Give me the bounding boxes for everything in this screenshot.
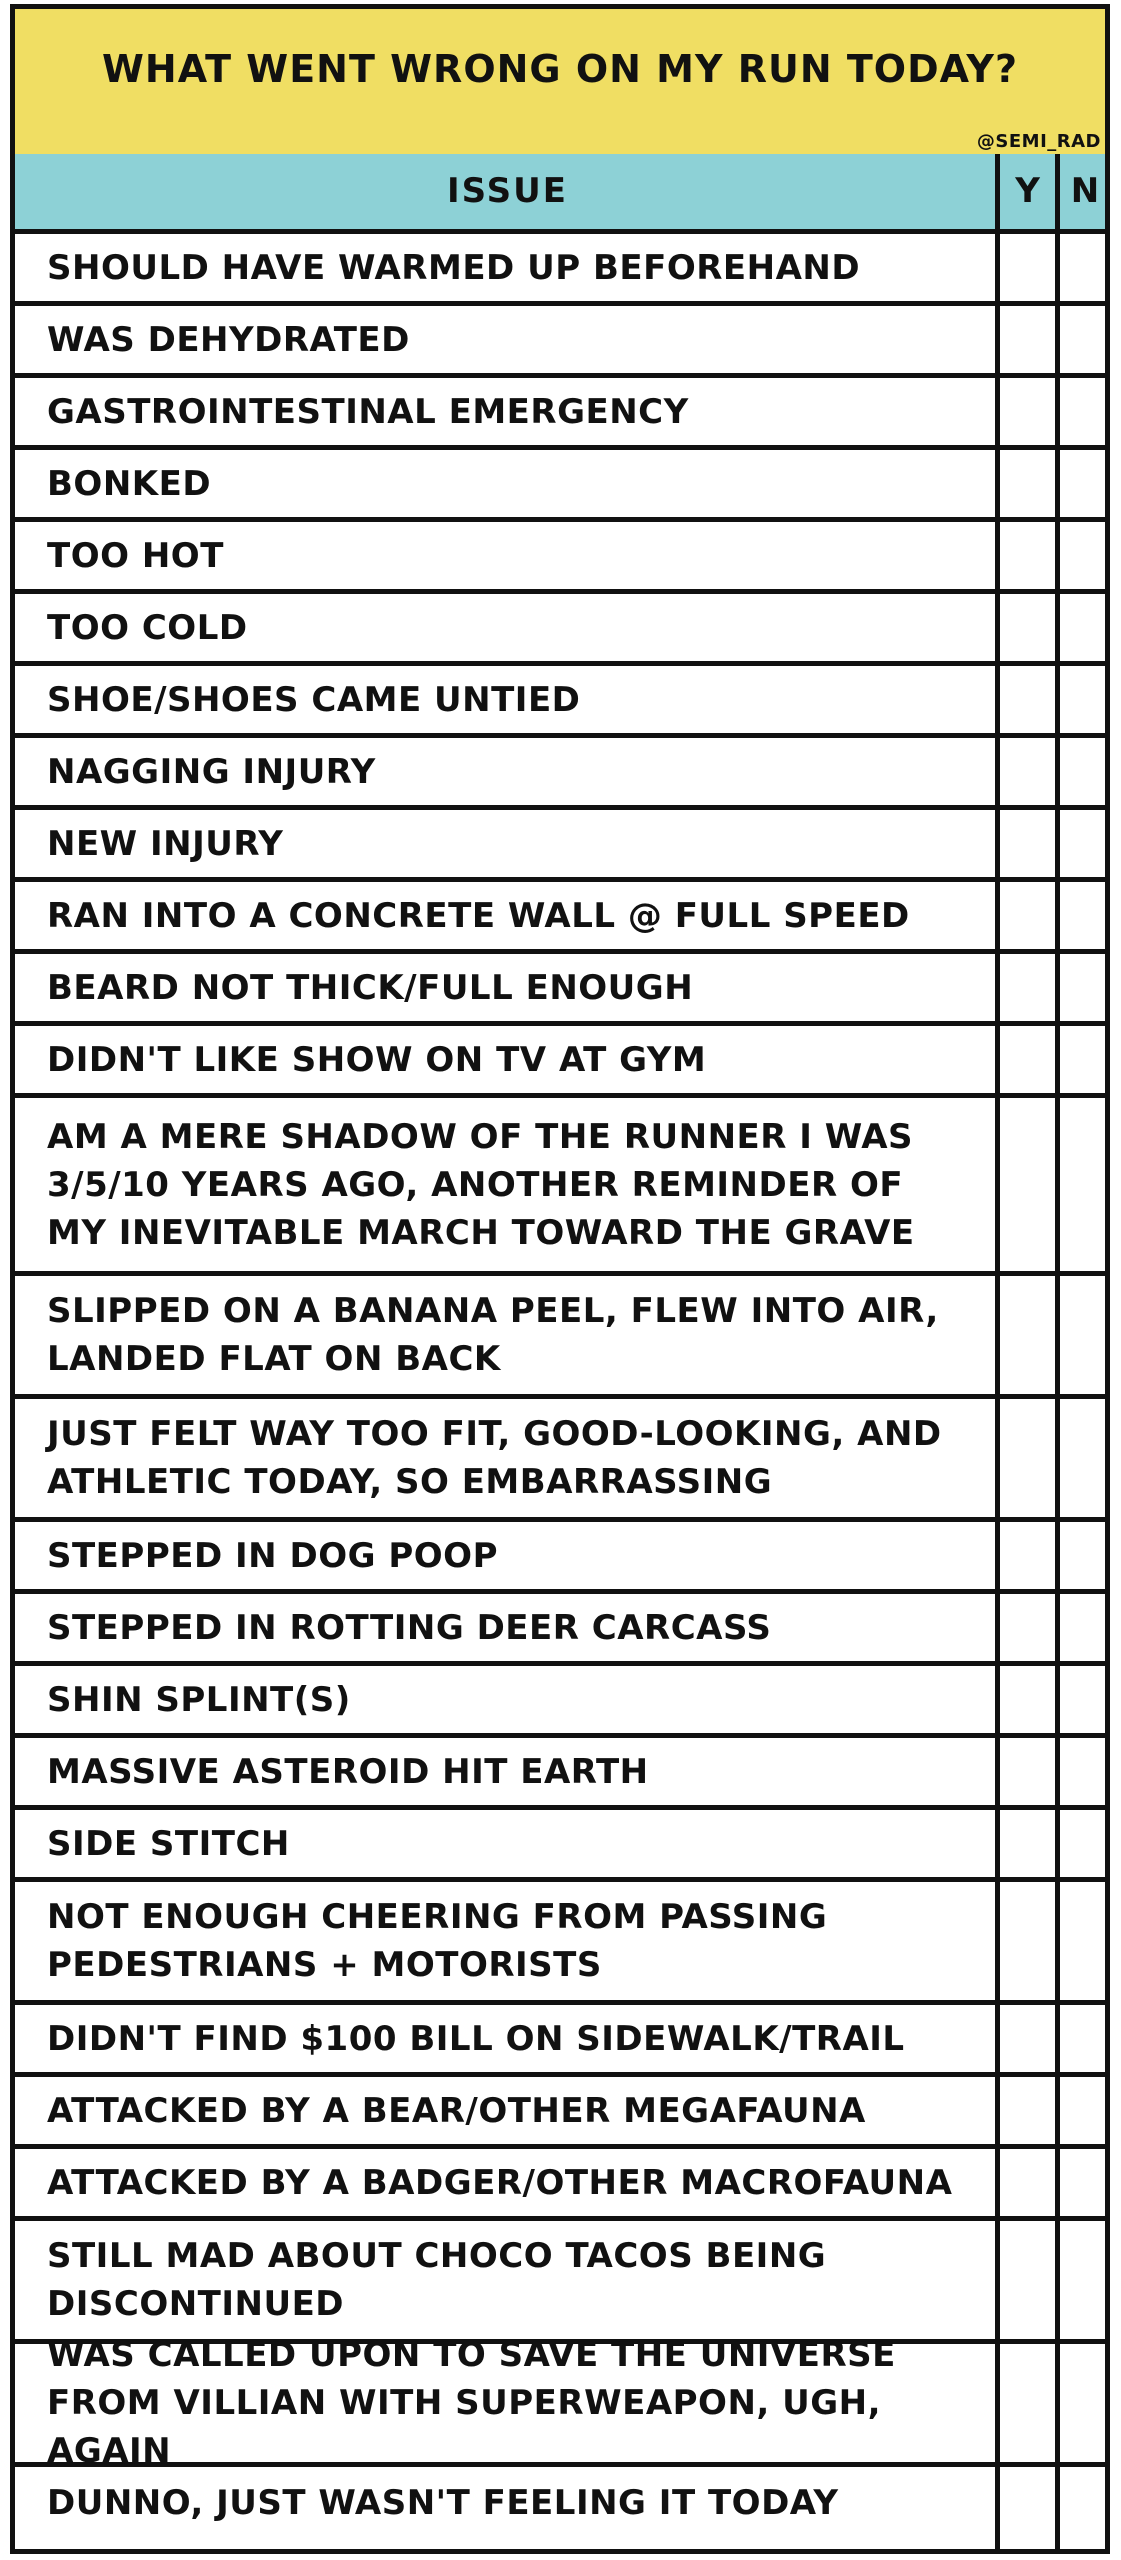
yes-checkbox[interactable]	[1000, 1098, 1055, 1271]
table-row	[15, 2149, 1105, 2221]
table-row	[15, 1098, 1105, 1276]
yes-checkbox[interactable]	[1000, 378, 1055, 445]
yes-checkbox[interactable]	[1000, 882, 1055, 949]
no-checkbox[interactable]	[1060, 522, 1110, 589]
issue-text: STEPPED IN DOG POOP	[47, 1535, 498, 1576]
yes-checkbox[interactable]	[1000, 2149, 1055, 2216]
no-checkbox[interactable]	[1060, 882, 1110, 949]
issue-text: STEPPED IN ROTTING DEER CARCASS	[47, 1607, 772, 1648]
issue-text: SHOULD HAVE WARMED UP BEFOREHAND	[47, 247, 861, 288]
issue-text: WAS DEHYDRATED	[47, 319, 410, 360]
table-row	[15, 450, 1105, 522]
no-checkbox[interactable]	[1060, 234, 1110, 301]
no-checkbox[interactable]	[1060, 1594, 1110, 1661]
table-row	[15, 2467, 1105, 2539]
issue-text: DIDN'T FIND $100 BILL ON SIDEWALK/TRAIL	[47, 2018, 905, 2059]
issue-text: DIDN'T LIKE SHOW ON TV AT GYM	[47, 1039, 707, 1080]
table-row	[15, 306, 1105, 378]
issue-text: GASTROINTESTINAL EMERGENCY	[47, 391, 689, 432]
issue-text: AM A MERE SHADOW OF THE RUNNER I WAS 3/5/10 YEARS AGO, ANOTHER REMINDER OF MY INEVITABLE MARCH TOWARD THE GRAVE	[47, 1116, 915, 1253]
table-row	[15, 1594, 1105, 1666]
no-checkbox[interactable]	[1060, 738, 1110, 805]
issue-text: TOO HOT	[47, 535, 224, 576]
yes-checkbox[interactable]	[1000, 2221, 1055, 2339]
checklist-sheet	[10, 4, 1110, 2554]
yes-checkbox[interactable]	[1000, 1026, 1055, 1093]
issue-text: SHIN SPLINT(S)	[47, 1679, 351, 1720]
table-row	[15, 810, 1105, 882]
table-row	[15, 1738, 1105, 1810]
no-checkbox[interactable]	[1060, 2344, 1110, 2462]
table-row	[15, 2005, 1105, 2077]
yes-checkbox[interactable]	[1000, 1522, 1055, 1589]
yes-checkbox[interactable]	[1000, 738, 1055, 805]
issue-text: NOT ENOUGH CHEERING FROM PASSING PEDESTRIANS + MOTORISTS	[47, 1897, 828, 1985]
yes-checkbox[interactable]	[1000, 954, 1055, 1021]
no-checkbox[interactable]	[1060, 666, 1110, 733]
issue-text: JUST FELT WAY TOO FIT, GOOD-LOOKING, AND ATHLETIC TODAY, SO EMBARRASSING	[47, 1414, 942, 1502]
issue-text: MASSIVE ASTEROID HIT EARTH	[47, 1751, 649, 1792]
issue-text: BONKED	[47, 463, 212, 504]
issue-text: TOO COLD	[47, 607, 248, 648]
table-header	[15, 154, 1105, 234]
yes-checkbox[interactable]	[1000, 234, 1055, 301]
table-row	[15, 666, 1105, 738]
table-row	[15, 378, 1105, 450]
table-row	[15, 882, 1105, 954]
table-row	[15, 954, 1105, 1026]
issue-text: RAN INTO A CONCRETE WALL @ FULL SPEED	[47, 895, 910, 936]
no-checkbox[interactable]	[1060, 1276, 1110, 1394]
yes-checkbox[interactable]	[1000, 666, 1055, 733]
no-checkbox[interactable]	[1060, 1738, 1110, 1805]
yes-checkbox[interactable]	[1000, 1882, 1055, 2000]
yes-checkbox[interactable]	[1000, 594, 1055, 661]
title-bar	[15, 9, 1105, 159]
no-checkbox[interactable]	[1060, 594, 1110, 661]
no-checkbox[interactable]	[1060, 2005, 1110, 2072]
no-checkbox[interactable]	[1060, 2467, 1110, 2539]
no-checkbox[interactable]	[1060, 1810, 1110, 1877]
table-row	[15, 1522, 1105, 1594]
table-row	[15, 234, 1105, 306]
table-row	[15, 2335, 1105, 2471]
issue-text: ATTACKED BY A BEAR/OTHER MEGAFAUNA	[47, 2090, 866, 2131]
table-row	[15, 1882, 1105, 2005]
table-row	[15, 1810, 1105, 1882]
yes-checkbox[interactable]	[1000, 2005, 1055, 2072]
yes-checkbox[interactable]	[1000, 1738, 1055, 1805]
table-row	[15, 738, 1105, 810]
issue-text: ATTACKED BY A BADGER/OTHER MACROFAUNA	[47, 2162, 953, 2203]
yes-checkbox[interactable]	[1000, 450, 1055, 517]
issue-text: NEW INJURY	[47, 823, 284, 864]
page-title: WHAT WENT WRONG ON MY RUN TODAY?	[101, 47, 1018, 91]
no-checkbox[interactable]	[1060, 2221, 1110, 2339]
yes-checkbox[interactable]	[1000, 1594, 1055, 1661]
issue-text: WAS CALLED UPON TO SAVE THE UNIVERSE FROM VILLIAN WITH SUPERWEAPON, UGH, AGAIN	[47, 2335, 896, 2471]
issue-text: SLIPPED ON A BANANA PEEL, FLEW INTO AIR, LANDED FLAT ON BACK	[47, 1291, 939, 1379]
no-checkbox[interactable]	[1060, 2077, 1110, 2144]
yes-checkbox[interactable]	[1000, 1666, 1055, 1733]
no-checkbox[interactable]	[1060, 2149, 1110, 2216]
yes-checkbox[interactable]	[1000, 1810, 1055, 1877]
no-checkbox[interactable]	[1060, 306, 1110, 373]
no-checkbox[interactable]	[1060, 378, 1110, 445]
issue-text: DUNNO, JUST WASN'T FEELING IT TODAY	[47, 2483, 839, 2523]
table-row	[15, 1276, 1105, 1399]
issue-text: BEARD NOT THICK/FULL ENOUGH	[47, 967, 694, 1008]
yes-checkbox[interactable]	[1000, 1399, 1055, 1517]
table-row	[15, 2077, 1105, 2149]
yes-checkbox[interactable]	[1000, 306, 1055, 373]
column-header-no: N	[1070, 171, 1100, 211]
column-header-yes: Y	[1015, 171, 1040, 211]
table-row	[15, 1399, 1105, 1522]
no-checkbox[interactable]	[1060, 1522, 1110, 1589]
table-row	[15, 1026, 1105, 1098]
no-checkbox[interactable]	[1060, 450, 1110, 517]
no-checkbox[interactable]	[1060, 1098, 1110, 1271]
column-header-issue: ISSUE	[447, 171, 568, 211]
no-checkbox[interactable]	[1060, 954, 1110, 1021]
yes-checkbox[interactable]	[1000, 2467, 1055, 2539]
yes-checkbox[interactable]	[1000, 2344, 1055, 2462]
yes-checkbox[interactable]	[1000, 522, 1055, 589]
no-checkbox[interactable]	[1060, 1882, 1110, 2000]
table-row	[15, 2221, 1105, 2344]
issue-text: STILL MAD ABOUT CHOCO TACOS BEING DISCONTINUED	[47, 2236, 827, 2324]
no-checkbox[interactable]	[1060, 1399, 1110, 1517]
issue-text: SHOE/SHOES CAME UNTIED	[47, 679, 581, 720]
issue-text: NAGGING INJURY	[47, 751, 376, 792]
yes-checkbox[interactable]	[1000, 810, 1055, 877]
no-checkbox[interactable]	[1060, 1666, 1110, 1733]
no-checkbox[interactable]	[1060, 1026, 1110, 1093]
no-checkbox[interactable]	[1060, 810, 1110, 877]
author-credit: @SEMI_RAD	[976, 131, 1101, 152]
table-row	[15, 1666, 1105, 1738]
yes-checkbox[interactable]	[1000, 1276, 1055, 1394]
yes-checkbox[interactable]	[1000, 2077, 1055, 2144]
issue-text: SIDE STITCH	[47, 1823, 290, 1864]
table-row	[15, 522, 1105, 594]
table-row	[15, 594, 1105, 666]
